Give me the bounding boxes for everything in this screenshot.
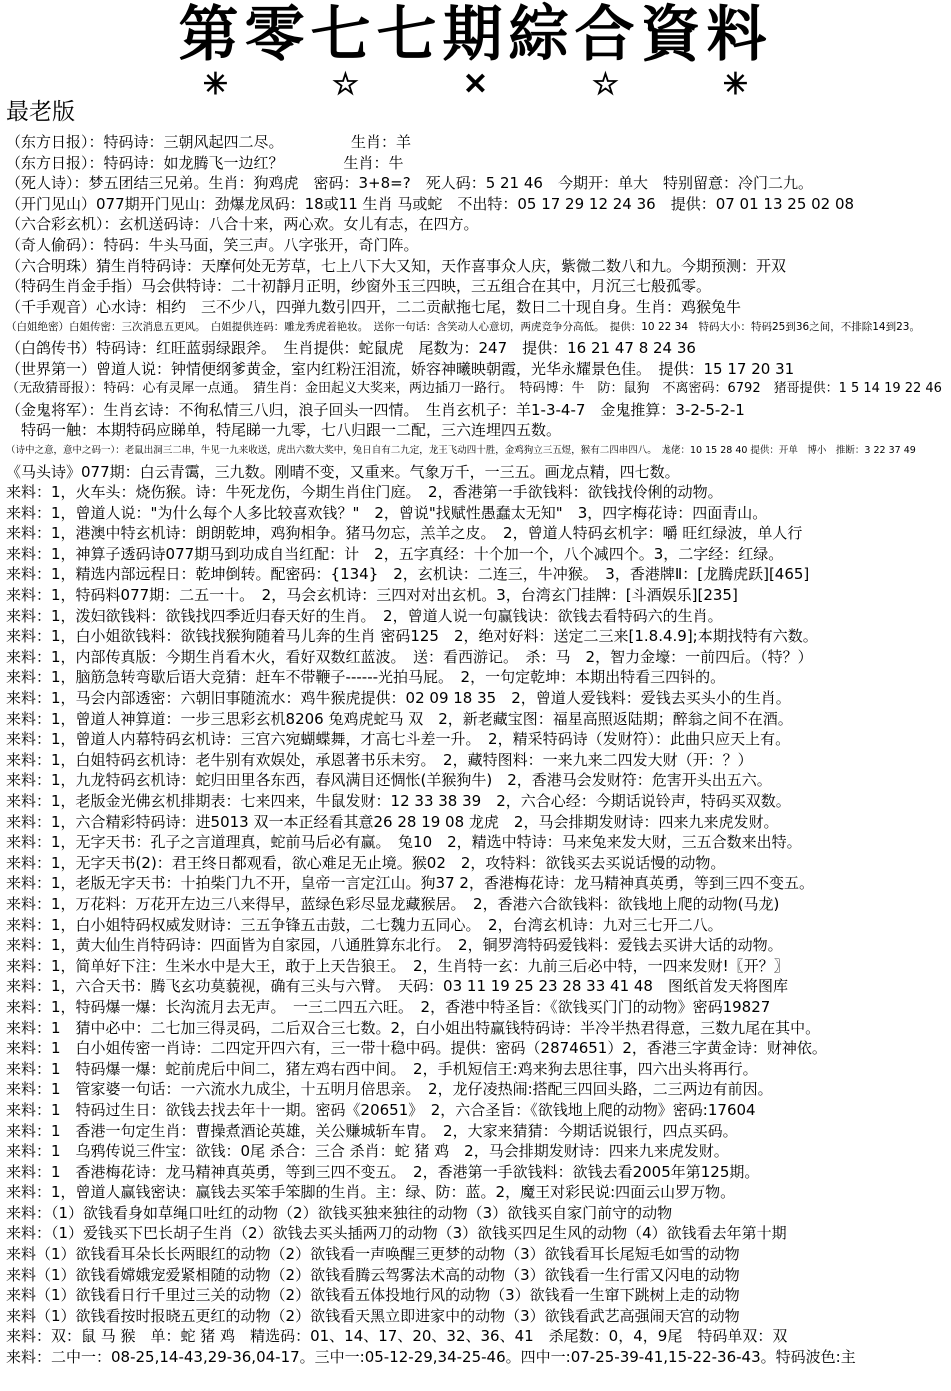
text-line: 来料：1，简单好下注：生米水中是大王，敢于上天告狼王。 2，生肖特一玄：九前三后必中特，一四来发财!〖开？〗	[6, 956, 789, 975]
text-line: 来料（1）欲钱看嫦娥宠爱紧相随的动物（2）欲钱看腾云驾雾法术高的动物（3）欲钱看一生行雷又闪电的动物	[6, 1265, 740, 1284]
text-line: 来料：1，六合天书：腾飞玄功莫藐视，确有三头与六臂。 天码：03 11 19 25 23 28 33 41 48 图纸首发天将图库	[6, 977, 788, 996]
cross-icon: ✕	[462, 67, 489, 102]
content-list	[6, 132, 946, 1368]
text-line: 来料：1 乌鸦传说三件宝：欲钱：0尾 杀合：三合 杀肖：蛇 猪 鸡 2，马会排期发财诗：四来九来虎发财。	[6, 1142, 729, 1161]
text-line: 来料：1，特码爆一爆：长沟流月去无声。 一三二四五六旺。 2，香港中特圣旨：《欲钱买门门的动物》密码19827	[6, 997, 771, 1016]
text-line: （无敌猜哥报）：特码：心有灵犀一点通。 猜生肖：金田起义大奖来，两边插刀一路行。 特码博：牛 防：鼠狗 不离密码：6792 猪哥提供：1 5 14 19 22 46	[6, 381, 942, 397]
text-line: 特码一触：本期特码应睇单，特尾睇一九零，七八归跟一二配，三六连埋四五数。	[6, 421, 562, 440]
text-line: （死人诗）：梦五团结三兄弟。生肖：狗鸡虎 密码：3+8=? 死人码：5 21 46 今期开：单大 特别留意：冷门二九。	[6, 174, 813, 193]
edition-label: 最老版	[6, 99, 75, 125]
decoration-row	[0, 67, 951, 102]
star-icon: ☆	[592, 67, 619, 102]
text-line: 来料：1，老版无字天书：十拍柴门九不开，皇帝一言定江山。狗37 2，香港梅花诗：龙马精神真英勇，等到三四不变五。	[6, 874, 814, 893]
text-line: 来料：1，老版金光佛玄机排期表：七来四来，牛鼠发财：12 33 38 39 2，六合心经：今期话说铃声，特码买双数。	[6, 792, 791, 810]
text-line: 来料：1，特码料077期：二五一十。 2，马会玄机诗：三四对对出玄机。3，台湾玄门挂牌：[斗酒娱乐][235]	[6, 586, 738, 605]
text-line: 来料：1，白姐特码玄机诗：老牛别有欢娱处，承恩著书乐未穷。 2，藏特图料：一来九来二四发大财（开：？）	[6, 750, 753, 769]
text-line: 来料：1 香港一句定生肖：曹操煮酒论英雄，关公赚城斩车胄。 2，大家来猜猜：今期话说银行，四点买码。	[6, 1121, 738, 1140]
asterisk-icon: ✳	[722, 67, 749, 102]
text-line: 来料：1 猜中必中：二七加三得灵码，二后双合三七数。2，白小姐出特赢钱特码诗：半冷半热君得意，三数九尾在其中。	[6, 1018, 821, 1037]
text-line: （开门见山）077期开门见山：劲爆龙凤码：18或11 生肖 马或蛇 不出特：05 17 29 12 24 36 提供：07 01 13 25 02 08	[6, 194, 855, 213]
text-line: 来料：1，脑筋急转弯歇后语大竞猜：赶车不带鞭子------光拍马屁。 2，一句定乾坤：本期出特看三四钭的。	[6, 668, 726, 687]
text-line: 来料：（1）欲钱看身如草绳口吐红的动物（2）欲钱买独来独往的动物（3）欲钱买自家门前守的动物	[6, 1203, 673, 1222]
text-line: 来料：1，无字天书(2)：君王终日都观看，欲心难足无止境。猴02 2，攻特料：欲钱买去买说话慢的动物。	[6, 853, 726, 872]
text-line: 来料：1，火车头：烧伤猴。诗：牛死龙伤，今期生肖住门庭。 2，香港第一手欲钱料：欲钱找伶俐的动物。	[6, 483, 723, 502]
text-line: 来料：1，精选内部远程日：乾坤倒转。配密码：{134} 2，玄机诀：二连三，牛冲猴。 3，香港牌Ⅱ：[龙腾虎跃][465]	[6, 565, 810, 584]
text-line: 来料：1，白小姐特码权威发财诗：三五争锋五击鼓，二七魏力五同心。 2，台湾玄机诗：九对三七开二八。	[6, 915, 723, 934]
text-line: （白鸽传书）特码诗：红旺蓝弱绿跟斧。 生肖提供：蛇鼠虎 尾数为：247 提供：16 21 47 8 24 36	[6, 338, 696, 357]
text-line: 来料：1，曾道人神算道：一步三思彩玄机8206 兔鸡虎蛇马 双 2，新老藏宝图：福星高照返陆期；醉翁之间不在酒。	[6, 709, 793, 728]
text-line: 来料：（1）爱钱买下巴长胡子生肖（2）欲钱去买头插两刀的动物（3）欲钱买四足生风的动物（4）欲钱看去年第十期	[6, 1224, 787, 1243]
text-line: （金鬼将军）：生肖玄诗：不徇私情三八归，浪子回头一四情。 生肖玄机子：羊1-3-4-7 金鬼推算：3-2-5-2-1	[6, 400, 745, 419]
text-line: （千手观音）心水诗：相约 三不少八，四弹九数引四开，二二贡献拖七尾，数日二十现自身。生肖：鸡猴兔牛	[6, 297, 742, 316]
text-line: 来料（1）欲钱看日行千里过三关的动物（2）欲钱看五体投地行风的动物（3）欲钱看一生窜下跳树上走的动物	[6, 1286, 740, 1305]
star-icon: ☆	[332, 67, 359, 102]
text-line: 来料：1，六合精彩特码诗：进5013 双一本正经看其意26 28 19 08 龙虎 2，马会排期发财诗：四来九来虎发财。	[6, 812, 779, 831]
text-line: （白姐绝密）白姐传密：三次消息五更风。 白姐提供连码：雕龙秀虎着艳妆。 送你一句话：含笑动人心意切，两虎竞争分高低。 提供：10 22 34 特码大小：特码25到36之间，不排除14到23。	[6, 321, 920, 334]
text-line: 《马头诗》077期：白云青霭，三九数。刚晴不变，又重来。气象万千，一三五。画龙点精，四七数。	[6, 462, 680, 481]
text-line: 来料：1 特码爆一爆：蛇前虎后中间二，猪左鸡右西中间。 2，手机短信王:鸡来狗去思往事，四六出头将再行。	[6, 1059, 758, 1078]
text-line: 来料：1，内部传真版：今期生肖看木火，看好双数红蓝波。 送：看西游记。 杀：马 2，智力金壕：一前四后。（特？）	[6, 647, 813, 666]
asterisk-icon: ✳	[202, 67, 229, 102]
text-line: 来料：1，曾道人内幕特码玄机诗：三宫六宛蝴蝶舞，才高七斗差一升。 2，精采特码诗（发财符）：此曲只应天上有。	[6, 730, 791, 749]
text-line: 来料：1 特码过生日：欲钱去找去年十一期。密码《20651》 2，六合圣旨：《欲钱地上爬的动物》密码:17604	[6, 1100, 756, 1119]
text-line: 来料：1，黄大仙生肖特码诗：四面皆为自家园，八通胜算东北行。 2，铜罗湾特码爱钱料：爱钱去买讲大话的动物。	[6, 936, 783, 955]
text-line: 来料：1，港澳中特玄机诗：朗朗乾坤，鸡狗相争。猪马勿忘，羔羊之皮。 2，曾道人特码玄机字：嚼 旺红绿波，单人行	[6, 524, 803, 543]
text-line: 来料（1）欲钱看按时报晓五更红的动物（2）欲钱看天黑立即进家中的动物（3）欲钱看武艺高强闹天宫的动物	[6, 1306, 740, 1325]
text-line: 来料：1 白小姐传密一肖诗：二四定开四六有，三一带十稳中码。提供：密码（2874651）2，香港三字黄金诗：财神依。	[6, 1039, 827, 1058]
text-line: 来料：二中一：08-25,14-43,29-36,04-17。三中一:05-12-29,34-25-46。四中一:07-25-39-41,15-22-36-43。特码波色:主	[6, 1348, 856, 1367]
text-line: 来料：1 管家婆一句话：一六流水九成尘，十五明月倍思亲。 2，龙仔凌热闹:搭配三四回头路，二三两边有前因。	[6, 1080, 773, 1099]
text-line: （东方日报）：特码诗：如龙腾飞一边红？ 生肖：牛	[6, 153, 404, 172]
text-line: 来料：1，九龙特码玄机诗：蛇归田里各东西，春风满目还惆怅(羊猴狗牛) 2，香港马会发财符：危害开头出五六。	[6, 771, 772, 790]
text-line: 来料：1，泼妇欲钱料：欲钱找四季近归春天好的生肖。 2，曾道人说一句赢钱诀：欲钱去看特码六的生肖。	[6, 606, 723, 625]
page-title: 第零七七期綜合資料	[178, 0, 773, 70]
text-line: 来料（1）欲钱看耳朵长长两眼红的动物（2）欲钱看一声唤醒三更梦的动物（3）欲钱看耳长尾短毛如雪的动物	[6, 1245, 740, 1264]
text-line: 来料：1，曾道人赢钱密诀：赢钱去买笨手笨脚的生肖。主：绿、防：蓝。2，魔王对彩民说:四面云山罗万物。	[6, 1183, 736, 1202]
text-line: （奇人偷码）：特码：牛头马面，笑三声。八字张开，奇门阵。	[6, 235, 419, 254]
text-line: （特码生肖金手指）马会供特诗：二十初靜月正明，纱窗外玉三四映，三五组合在其中，月沉三七般孤零。	[6, 277, 712, 296]
text-line: （世界第一）曾道人说：钟情便纲爹黄金，室内红粉汪泪流，娇容神曦映朝霞，光华永耀景色佳。 提供：15 17 20 31	[6, 359, 795, 378]
text-line: （六合彩玄机）：玄机送码诗：八合十来，两心欢。女儿有志，在四方。	[6, 215, 479, 234]
text-line: （东方日报）：特码诗：三朝风起四二尽。 生肖：羊	[6, 133, 412, 151]
text-line: 来料：1，白小姐欲钱料：欲钱找猴狗随着马儿奔的生肖 密码125 2，绝对好料：送定二三来[1.8.4.9];本期找特有六数。	[6, 627, 818, 646]
text-line: 来料：1，曾道人说："为什么每个人多比较喜欢钱？" 2，曾说"找赋性愚蠢太无知" 3，四字梅花诗：四面青山。	[6, 503, 768, 522]
text-line: 来料：双：鼠 马 猴 单：蛇 猪 鸡 精选码：01、14、17、20、32、36、41 杀尾数：0，4，9尾 特码单双：双	[6, 1327, 788, 1346]
text-line: 来料：1 香港梅花诗：龙马精神真英勇，等到三四不变五。 2，香港第一手欲钱料：欲钱去看2005年第125期。	[6, 1162, 760, 1181]
text-line: （六合明珠）猜生肖特码诗：天摩何处无芳草，七上八下大又知，天作喜事众人庆，紫微二数八和九。今期预测：开双	[6, 256, 787, 275]
text-line: 来料：1，神算子透码诗077期马到功成自当红配：计 2，五字真经：十个加一个，八个减四个。3，二字经：红绿。	[6, 544, 784, 563]
text-line: 来料：1，无字天书：孔子之言道理真，蛇前马后必有赢。 兔10 2，精选中特诗：马来兔来发大财，三五合数来出特。	[6, 833, 802, 852]
text-line: 来料：1，马会内部透密：六朝旧事随流水：鸡牛猴虎提供：02 09 18 35 2，曾道人爱钱料：爱钱去买头小的生肖。	[6, 689, 791, 708]
text-line: （诗中之意，意中之码一）：老鼠出洞三二串，牛见一九来收送，虎出六数大奖中，兔日自有二九定，龙王飞动四十胜，金鸡狗立三五煜，猴有二四串四八。 尨佬：10 15 28 40 提供：开单 博小 推断：3 22 37 49	[6, 444, 916, 456]
text-line: 来料：1，万花料：万花开左边三八来得早，蓝绿色彩尽显龙藏猴居。 2，香港六合欲钱料：欲钱地上爬的动物(马龙)	[6, 894, 780, 913]
